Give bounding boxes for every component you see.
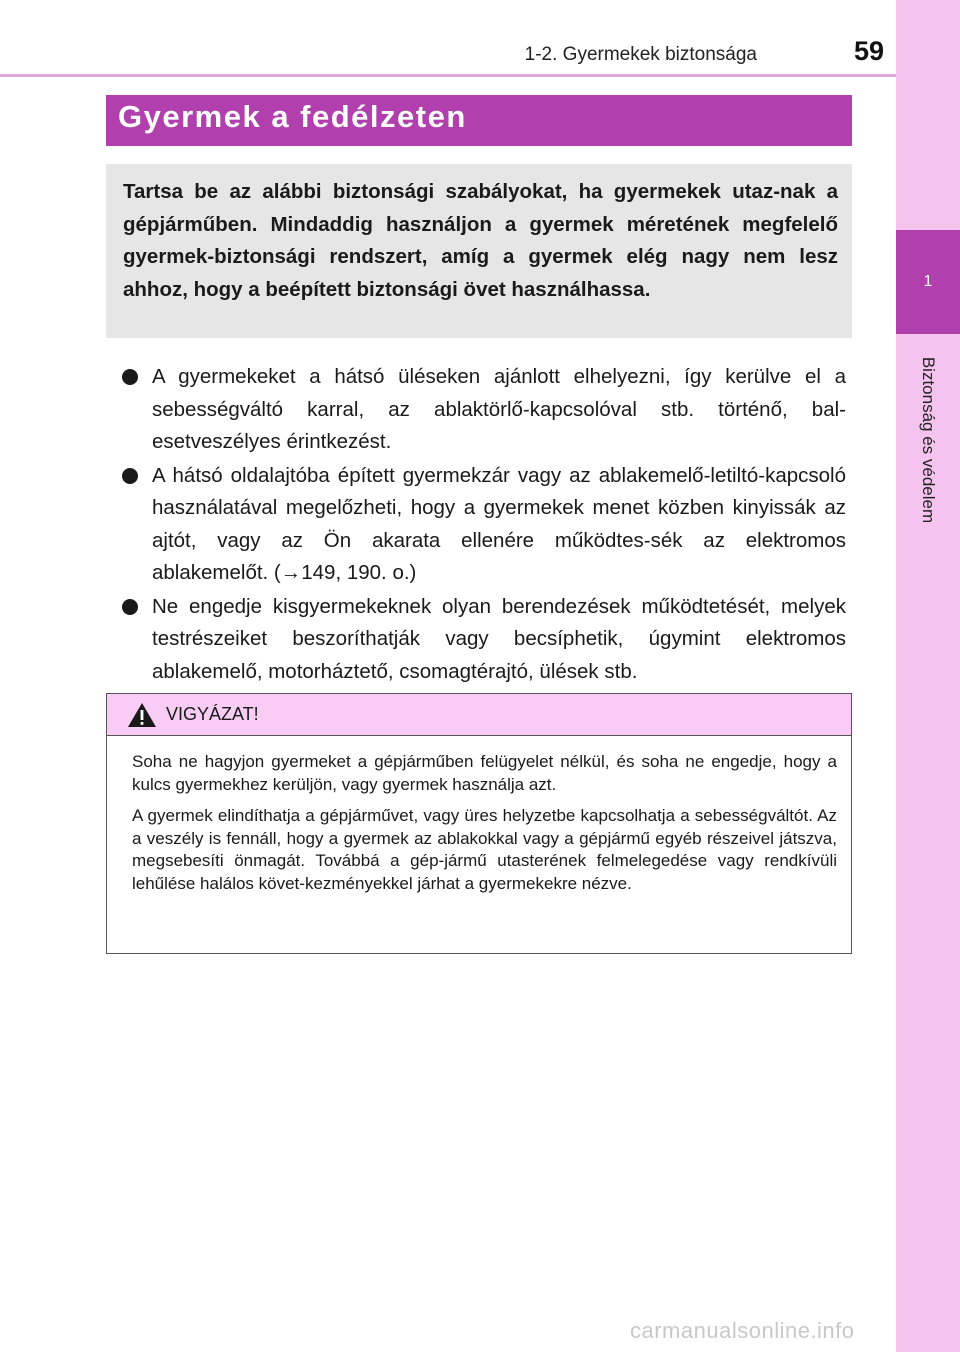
caution-title: VIGYÁZAT! (166, 704, 259, 724)
bullet-icon (122, 369, 138, 385)
chapter-label: Biztonság és védelem (919, 356, 938, 524)
bullet-icon (122, 599, 138, 615)
intro-text: Tartsa be az alábbi biztonsági szabályokat, ha gyermekek utaz-nak a gépjárműben. Mindaddig használjon a gyermek méretének megfelelő gyermek-biztonsági rendszert, amíg a gyermek elég nagy nem lesz ahhoz, hogy a beépített biztonsági övet használhassa. (123, 180, 838, 301)
caution-paragraph: Soha ne hagyjon gyermeket a gépjárműben felügyelet nélkül, és soha ne engedje, hogy a kulcs gyermekhez kerüljön, vagy gyermek használja azt. (132, 752, 837, 794)
caution-body (107, 736, 851, 895)
bullet-list (122, 361, 846, 689)
caution-box (106, 693, 852, 954)
caution-paragraph: A gyermek elindíthatja a gépjárművet, vagy üres helyzetbe kapcsolhatja a sebességváltót. Az a veszély is fennáll, hogy a gyermek az ablakokkal vagy a gépjármű egyéb részeivel játszva, megsebesíti önmagát. Továbbá a gép-jármű utasterének felmelegedése vagy rendkívüli lehűlése halálos követ-kezményekkel járhat a gyermekekre nézve. (132, 806, 837, 893)
warning-triangle-icon (127, 702, 157, 728)
list-item (122, 361, 846, 459)
intro-box (106, 164, 852, 338)
list-item (122, 460, 846, 590)
caution-header (107, 694, 851, 736)
bullet-text: Ne engedje kisgyermekeknek olyan berendezések működtetését, melyek testrészeiket beszoríthatják vagy becsíphetik, úgymint elektromos ablakemelő, motorháztető, csomagtérajtó, ülések stb. (152, 594, 846, 683)
bullet-text: A gyermekeket a hátsó üléseken ajánlott elhelyezni, így kerülve el a sebességváltó karral, az ablaktörlő-kapcsolóval stb. történő, bal-esetveszélyes érintkezést. (152, 365, 846, 453)
page-number: 59 (853, 36, 884, 66)
header-divider (0, 74, 896, 77)
section-title: Gyermek a fedélzeten (118, 99, 467, 134)
bullet-icon (122, 468, 138, 484)
running-head: 1-2. Gyermekek biztonsága (524, 44, 757, 65)
section-title-bar (106, 95, 852, 146)
bullet-text: A hátsó oldalajtóba épített gyermekzár vagy az ablakemelő-letiltó-kapcsoló használatával megelőzheti, hogy a gyermekek menet közben kinyissák az ajtót, vagy az Ön akarata ellenére működtes-sék az elektromos ablakemelőt. (→149, 190. o.) (152, 463, 846, 584)
list-item (122, 591, 846, 689)
side-tab (896, 0, 960, 1352)
watermark: carmanualsonline.info (630, 1318, 855, 1343)
chapter-number: 1 (896, 230, 960, 334)
